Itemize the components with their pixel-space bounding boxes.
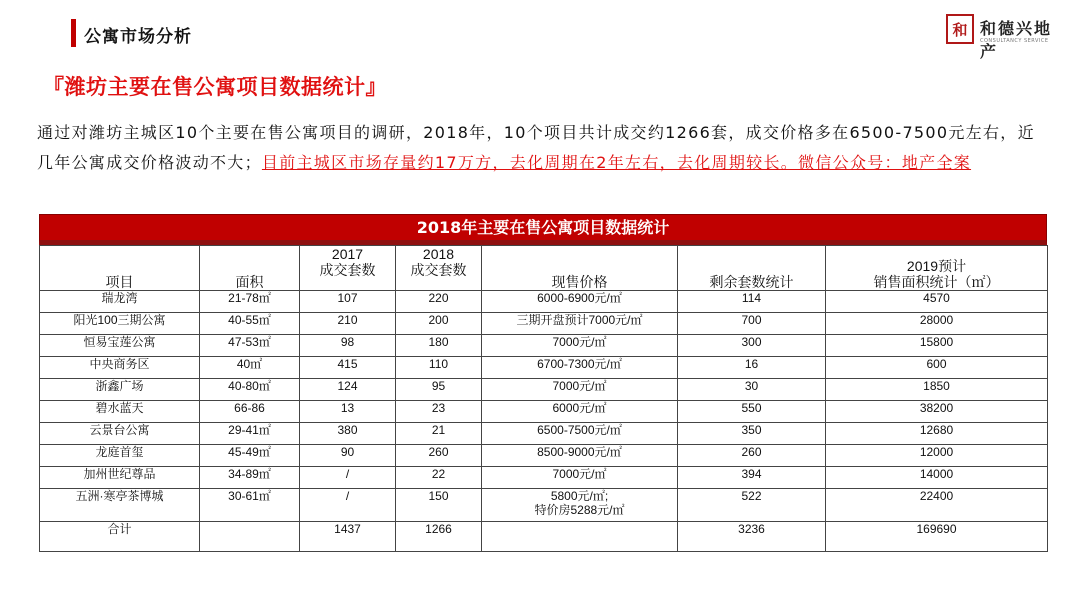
- cell-price: [482, 489, 678, 522]
- data-table-panel: [39, 214, 1047, 552]
- cell-price: [482, 313, 678, 335]
- cell-project: [40, 423, 200, 445]
- cell-sales-2018-text: 22: [431, 467, 446, 481]
- cell-price-text: 7000元/㎡: [552, 335, 607, 349]
- cell-price-special: 特价房5288元/㎡: [534, 503, 625, 517]
- cell-sales-2017: [300, 291, 396, 313]
- cell-forecast-text: 12680: [919, 423, 954, 437]
- cell-sales-2018-text: 95: [431, 379, 446, 393]
- cell-price-text: 6500-7500元/㎡: [537, 423, 622, 437]
- table-row: [40, 423, 1048, 445]
- cell-forecast-text: 4570: [923, 291, 950, 305]
- cell-project: [40, 401, 200, 423]
- cell-price-text: 三期开盘预计7000元/㎡: [516, 313, 643, 327]
- cell-forecast-text: 1850: [923, 379, 950, 393]
- cell-sales-2018-text: 260: [428, 445, 449, 459]
- cell-sales-2017: [300, 467, 396, 489]
- cell-remaining-text: 30: [744, 379, 759, 393]
- cell-sales-2018-text: 150: [428, 489, 449, 503]
- table-title: 2018年主要在售公寓项目数据统计: [39, 214, 1047, 245]
- table-row: [40, 467, 1048, 489]
- header-project: 项目: [40, 246, 200, 291]
- cell-sales-2017: [300, 313, 396, 335]
- cell-sales-2018-text: 200: [428, 313, 449, 327]
- cell-price: [482, 291, 678, 313]
- table-row: [40, 445, 1048, 467]
- cell-sales-2017-text: 13: [340, 401, 355, 415]
- cell-remaining: [678, 357, 826, 379]
- cell-forecast: [826, 357, 1048, 379]
- cell-sales-2017-text: 210: [337, 313, 358, 327]
- cell-price-text: 7000元/㎡: [552, 379, 607, 393]
- cell-price: [482, 445, 678, 467]
- header-forecast-label: 销售面积统计（㎡）: [873, 274, 1000, 290]
- cell-area-text: 40㎡: [236, 357, 263, 371]
- cell-forecast-text: 600: [926, 357, 947, 371]
- table-body: [40, 291, 1048, 552]
- logo-tagline: CONSULTANCY SERVICE: [980, 38, 1049, 44]
- cell-project-text: 龙庭首玺: [95, 445, 144, 459]
- total-sales-2018: 1266: [396, 522, 482, 552]
- cell-remaining-text: 550: [741, 401, 762, 415]
- cell-area-text: 21-78㎡: [228, 291, 271, 305]
- cell-area: [200, 489, 300, 522]
- cell-sales-2017: [300, 335, 396, 357]
- header-remaining: 剩余套数统计: [678, 246, 826, 291]
- cell-forecast: [826, 489, 1048, 522]
- cell-project: [40, 335, 200, 357]
- cell-area-text: 45-49㎡: [228, 445, 271, 459]
- cell-sales-2018: [396, 313, 482, 335]
- cell-sales-2017-text: 124: [337, 379, 358, 393]
- logo-name: 和德兴地产: [980, 19, 1053, 61]
- cell-sales-2018-text: 23: [431, 401, 446, 415]
- cell-area-text: 29-41㎡: [228, 423, 271, 437]
- cell-sales-2017: [300, 357, 396, 379]
- cell-price: [482, 335, 678, 357]
- header-price: 现售价格: [482, 246, 678, 291]
- cell-forecast: [826, 379, 1048, 401]
- header-sales-2018-label: 成交套数: [410, 262, 467, 278]
- cell-price: [482, 423, 678, 445]
- section-title: 公寓市场分析: [84, 27, 192, 47]
- total-price: [482, 522, 678, 552]
- cell-sales-2017: [300, 379, 396, 401]
- table-row: [40, 357, 1048, 379]
- total-remaining: 3236: [678, 522, 826, 552]
- table-header-row: [40, 246, 1048, 291]
- cell-project-text: 阳光100三期公寓: [73, 313, 166, 327]
- intro-text: 通过对潍坊主城区10个主要在售公寓项目的调研，2018年，10个项目共计成交约1266套，成交价格多在6500-7500元左右，近几年公寓成交价格波动不大；: [37, 123, 1035, 172]
- cell-area-text: 66-86: [234, 401, 265, 415]
- cell-area: [200, 401, 300, 423]
- cell-area: [200, 335, 300, 357]
- cell-remaining-text: 300: [741, 335, 762, 349]
- cell-remaining: [678, 335, 826, 357]
- cell-sales-2018-text: 21: [431, 423, 446, 437]
- cell-forecast: [826, 467, 1048, 489]
- cell-area-text: 47-53㎡: [228, 335, 271, 349]
- cell-forecast: [826, 445, 1048, 467]
- total-forecast: 169690: [826, 522, 1048, 552]
- company-logo: [946, 14, 1066, 61]
- cell-sales-2017: [300, 423, 396, 445]
- cell-price-text: 6700-7300元/㎡: [537, 357, 622, 371]
- cell-remaining: [678, 445, 826, 467]
- cell-remaining: [678, 423, 826, 445]
- header-forecast: [826, 246, 1048, 291]
- cell-price-text: 6000元/㎡: [552, 401, 607, 415]
- page-subtitle: 『潍坊主要在售公寓项目数据统计』: [43, 75, 387, 99]
- cell-forecast: [826, 313, 1048, 335]
- cell-project-text: 五洲·寒亭茶博城: [75, 489, 164, 503]
- cell-remaining: [678, 467, 826, 489]
- cell-project: [40, 291, 200, 313]
- cell-price-text: 7000元/㎡: [552, 467, 607, 481]
- intro-paragraph: [37, 118, 1037, 178]
- cell-project: [40, 313, 200, 335]
- cell-sales-2018: [396, 489, 482, 522]
- cell-area-text: 40-80㎡: [228, 379, 271, 393]
- cell-sales-2018-text: 220: [428, 291, 449, 305]
- cell-project-text: 碧水蓝天: [95, 401, 144, 415]
- table-total-row: [40, 522, 1048, 552]
- cell-area-text: 34-89㎡: [228, 467, 271, 481]
- cell-remaining-text: 16: [744, 357, 759, 371]
- cell-area: [200, 467, 300, 489]
- cell-forecast: [826, 423, 1048, 445]
- cell-area: [200, 445, 300, 467]
- cell-remaining: [678, 401, 826, 423]
- table-row: [40, 489, 1048, 522]
- cell-sales-2018-text: 180: [428, 335, 449, 349]
- cell-area: [200, 291, 300, 313]
- table-row: [40, 313, 1048, 335]
- cell-forecast-text: 28000: [919, 313, 954, 327]
- cell-sales-2017-text: 107: [337, 291, 358, 305]
- cell-sales-2017-text: 380: [337, 423, 358, 437]
- header-sales-2018: [396, 246, 482, 291]
- total-area: [200, 522, 300, 552]
- cell-project: [40, 467, 200, 489]
- cell-forecast-text: 22400: [919, 489, 954, 503]
- cell-price: [482, 357, 678, 379]
- cell-area: [200, 357, 300, 379]
- cell-remaining: [678, 291, 826, 313]
- cell-sales-2018: [396, 335, 482, 357]
- cell-project-text: 中央商务区: [89, 357, 150, 371]
- cell-remaining-text: 114: [741, 291, 762, 305]
- cell-sales-2018: [396, 291, 482, 313]
- cell-sales-2018: [396, 379, 482, 401]
- cell-sales-2017-text: /: [345, 467, 350, 481]
- header-sales-2017: [300, 246, 396, 291]
- cell-sales-2018: [396, 445, 482, 467]
- cell-sales-2018: [396, 357, 482, 379]
- cell-forecast-text: 14000: [919, 467, 954, 481]
- cell-price-text: 8500-9000元/㎡: [537, 445, 622, 459]
- header-area: 面积: [200, 246, 300, 291]
- cell-remaining-text: 394: [741, 467, 762, 481]
- header-forecast-year: 2019预计: [906, 258, 967, 274]
- cell-forecast-text: 38200: [919, 401, 954, 415]
- cell-sales-2017: [300, 445, 396, 467]
- cell-remaining-text: 700: [741, 313, 762, 327]
- cell-sales-2018: [396, 401, 482, 423]
- cell-project-text: 加州世纪尊品: [83, 467, 156, 481]
- cell-area: [200, 379, 300, 401]
- cell-sales-2017: [300, 489, 396, 522]
- header-sales-2017-year: 2017: [331, 246, 364, 262]
- cell-remaining: [678, 313, 826, 335]
- cell-project: [40, 489, 200, 522]
- table-row: [40, 291, 1048, 313]
- cell-project-text: 瑞龙湾: [101, 291, 138, 305]
- cell-sales-2018: [396, 467, 482, 489]
- cell-remaining: [678, 379, 826, 401]
- cell-project: [40, 357, 200, 379]
- cell-sales-2017-text: 90: [340, 445, 355, 459]
- logo-mark: 和: [946, 14, 974, 44]
- cell-sales-2017-text: /: [345, 489, 350, 503]
- table-row: [40, 379, 1048, 401]
- cell-area-text: 30-61㎡: [228, 489, 271, 503]
- cell-project-text: 浙鑫广场: [95, 379, 144, 393]
- cell-remaining-text: 260: [741, 445, 762, 459]
- cell-area-text: 40-55㎡: [228, 313, 271, 327]
- cell-sales-2017: [300, 401, 396, 423]
- cell-sales-2018-text: 110: [428, 357, 449, 371]
- cell-area: [200, 313, 300, 335]
- cell-sales-2017-text: 415: [337, 357, 358, 371]
- cell-price-text: 5800元/㎡;: [550, 489, 609, 503]
- cell-remaining-text: 350: [741, 423, 762, 437]
- cell-project-text: 云景台公寓: [89, 423, 150, 437]
- cell-forecast: [826, 291, 1048, 313]
- cell-price: [482, 379, 678, 401]
- total-label: 合计: [40, 522, 200, 552]
- cell-price: [482, 467, 678, 489]
- project-data-table: [39, 245, 1048, 552]
- cell-project: [40, 445, 200, 467]
- cell-remaining-text: 522: [741, 489, 762, 503]
- cell-forecast: [826, 335, 1048, 357]
- cell-project-text: 恒易宝莲公寓: [83, 335, 156, 349]
- intro-highlight: 目前主城区市场存量约17万方，去化周期在2年左右，去化周期较长。微信公众号：地产全案: [261, 153, 972, 172]
- cell-area: [200, 423, 300, 445]
- header-accent-bar: [71, 19, 76, 47]
- cell-forecast-text: 15800: [919, 335, 954, 349]
- table-row: [40, 401, 1048, 423]
- cell-sales-2017-text: 98: [340, 335, 355, 349]
- header-sales-2017-label: 成交套数: [319, 262, 376, 278]
- cell-price-text: 6000-6900元/㎡: [537, 291, 622, 305]
- table-row: [40, 335, 1048, 357]
- cell-price: [482, 401, 678, 423]
- cell-sales-2018: [396, 423, 482, 445]
- total-sales-2017: 1437: [300, 522, 396, 552]
- cell-remaining: [678, 489, 826, 522]
- header-sales-2018-year: 2018: [422, 246, 455, 262]
- cell-project: [40, 379, 200, 401]
- cell-forecast: [826, 401, 1048, 423]
- cell-forecast-text: 12000: [919, 445, 954, 459]
